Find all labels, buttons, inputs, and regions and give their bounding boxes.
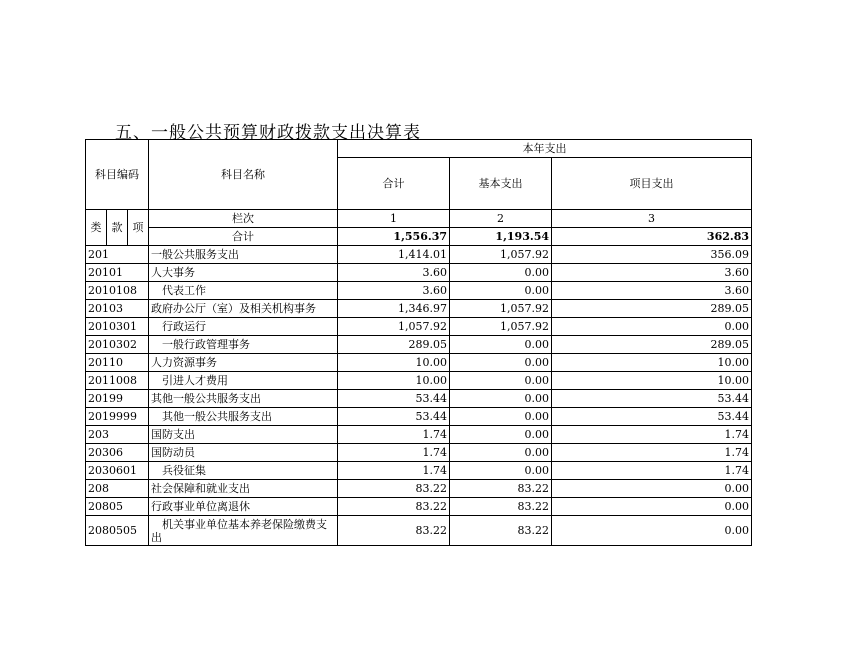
table-row xyxy=(86,318,752,336)
table-row xyxy=(86,354,752,372)
cell-basic: 1,057.92 xyxy=(450,246,552,264)
header-lanci: 栏次 xyxy=(149,210,338,228)
cell-total: 289.05 xyxy=(338,336,450,354)
cell-total: 1.74 xyxy=(338,426,450,444)
cell-name: 国防支出 xyxy=(149,426,338,444)
table-row xyxy=(86,282,752,300)
cell-project: 10.00 xyxy=(552,354,752,372)
cell-total: 53.44 xyxy=(338,408,450,426)
cell-name: 机关事业单位基本养老保险缴费支出 xyxy=(149,516,338,546)
cell-project: 1.74 xyxy=(552,444,752,462)
cell-basic: 83.22 xyxy=(450,480,552,498)
header-lei: 类 xyxy=(86,210,107,246)
cell-name: 一般公共服务支出 xyxy=(149,246,338,264)
table-row xyxy=(86,408,752,426)
cell-name: 国防动员 xyxy=(149,444,338,462)
cell-total: 1,414.01 xyxy=(338,246,450,264)
cell-basic: 0.00 xyxy=(450,444,552,462)
cell-code: 2010302 xyxy=(86,336,149,354)
header-kuan: 款 xyxy=(107,210,128,246)
cell-total: 83.22 xyxy=(338,498,450,516)
cell-total: 3.60 xyxy=(338,282,450,300)
cell-name: 行政事业单位离退休 xyxy=(149,498,338,516)
cell-name: 引进人才费用 xyxy=(149,372,338,390)
cell-name: 社会保障和就业支出 xyxy=(149,480,338,498)
cell-project: 0.00 xyxy=(552,480,752,498)
cell-name: 政府办公厅（室）及相关机构事务 xyxy=(149,300,338,318)
cell-project: 0.00 xyxy=(552,516,752,546)
header-xiang: 项 xyxy=(128,210,149,246)
cell-project: 0.00 xyxy=(552,498,752,516)
summary-label: 合计 xyxy=(149,228,338,246)
header-basic: 基本支出 xyxy=(450,158,552,210)
cell-total: 53.44 xyxy=(338,390,450,408)
header-name: 科目名称 xyxy=(149,140,338,210)
header-group: 本年支出 xyxy=(338,140,752,158)
cell-basic: 0.00 xyxy=(450,336,552,354)
cell-basic: 0.00 xyxy=(450,264,552,282)
cell-name: 一般行政管理事务 xyxy=(149,336,338,354)
table-row xyxy=(86,480,752,498)
cell-code: 2010108 xyxy=(86,282,149,300)
cell-code: 201 xyxy=(86,246,149,264)
header-code: 科目编码 xyxy=(86,140,149,210)
cell-code: 20103 xyxy=(86,300,149,318)
cell-code: 20306 xyxy=(86,444,149,462)
header-total: 合计 xyxy=(338,158,450,210)
cell-basic: 0.00 xyxy=(450,462,552,480)
cell-name: 代表工作 xyxy=(149,282,338,300)
table-row xyxy=(86,498,752,516)
table-row xyxy=(86,444,752,462)
summary-project: 362.83 xyxy=(552,228,752,246)
cell-basic: 83.22 xyxy=(450,498,552,516)
cell-total: 10.00 xyxy=(338,372,450,390)
cell-project: 3.60 xyxy=(552,282,752,300)
cell-total: 1,057.92 xyxy=(338,318,450,336)
cell-total: 3.60 xyxy=(338,264,450,282)
cell-project: 356.09 xyxy=(552,246,752,264)
cell-code: 2019999 xyxy=(86,408,149,426)
cell-project: 289.05 xyxy=(552,336,752,354)
cell-project: 289.05 xyxy=(552,300,752,318)
cell-project: 53.44 xyxy=(552,390,752,408)
cell-name: 人力资源事务 xyxy=(149,354,338,372)
cell-basic: 0.00 xyxy=(450,426,552,444)
header-col-2: 2 xyxy=(450,210,552,228)
cell-code: 2030601 xyxy=(86,462,149,480)
cell-code: 20101 xyxy=(86,264,149,282)
cell-name: 兵役征集 xyxy=(149,462,338,480)
cell-total: 1.74 xyxy=(338,462,450,480)
cell-basic: 83.22 xyxy=(450,516,552,546)
cell-project: 10.00 xyxy=(552,372,752,390)
table-row xyxy=(86,516,752,546)
cell-code: 2010301 xyxy=(86,318,149,336)
table-row xyxy=(86,336,752,354)
cell-code: 203 xyxy=(86,426,149,444)
table-row xyxy=(86,372,752,390)
table-row xyxy=(86,426,752,444)
cell-basic: 1,057.92 xyxy=(450,318,552,336)
cell-code: 208 xyxy=(86,480,149,498)
cell-basic: 0.00 xyxy=(450,390,552,408)
header-project: 项目支出 xyxy=(552,158,752,210)
cell-total: 1,346.97 xyxy=(338,300,450,318)
summary-basic: 1,193.54 xyxy=(450,228,552,246)
cell-basic: 0.00 xyxy=(450,354,552,372)
cell-project: 0.00 xyxy=(552,318,752,336)
cell-code: 2080505 xyxy=(86,516,149,546)
cell-basic: 0.00 xyxy=(450,408,552,426)
table-row xyxy=(86,264,752,282)
header-col-3: 3 xyxy=(552,210,752,228)
cell-project: 1.74 xyxy=(552,426,752,444)
cell-project: 53.44 xyxy=(552,408,752,426)
cell-total: 10.00 xyxy=(338,354,450,372)
cell-code: 2011008 xyxy=(86,372,149,390)
expenditure-table xyxy=(85,139,752,546)
table-row xyxy=(86,462,752,480)
cell-code: 20110 xyxy=(86,354,149,372)
cell-name: 其他一般公共服务支出 xyxy=(149,390,338,408)
cell-project: 3.60 xyxy=(552,264,752,282)
cell-total: 83.22 xyxy=(338,480,450,498)
cell-total: 83.22 xyxy=(338,516,450,546)
summary-total: 1,556.37 xyxy=(338,228,450,246)
table-row xyxy=(86,390,752,408)
cell-project: 1.74 xyxy=(552,462,752,480)
cell-name: 行政运行 xyxy=(149,318,338,336)
table-row xyxy=(86,246,752,264)
cell-code: 20805 xyxy=(86,498,149,516)
cell-basic: 0.00 xyxy=(450,282,552,300)
cell-total: 1.74 xyxy=(338,444,450,462)
cell-basic: 1,057.92 xyxy=(450,300,552,318)
table-row xyxy=(86,300,752,318)
cell-name: 人大事务 xyxy=(149,264,338,282)
header-col-1: 1 xyxy=(338,210,450,228)
cell-code: 20199 xyxy=(86,390,149,408)
cell-basic: 0.00 xyxy=(450,372,552,390)
page-title: 五、一般公共预算财政拨款支出决算表 xyxy=(115,123,421,143)
cell-name: 其他一般公共服务支出 xyxy=(149,408,338,426)
